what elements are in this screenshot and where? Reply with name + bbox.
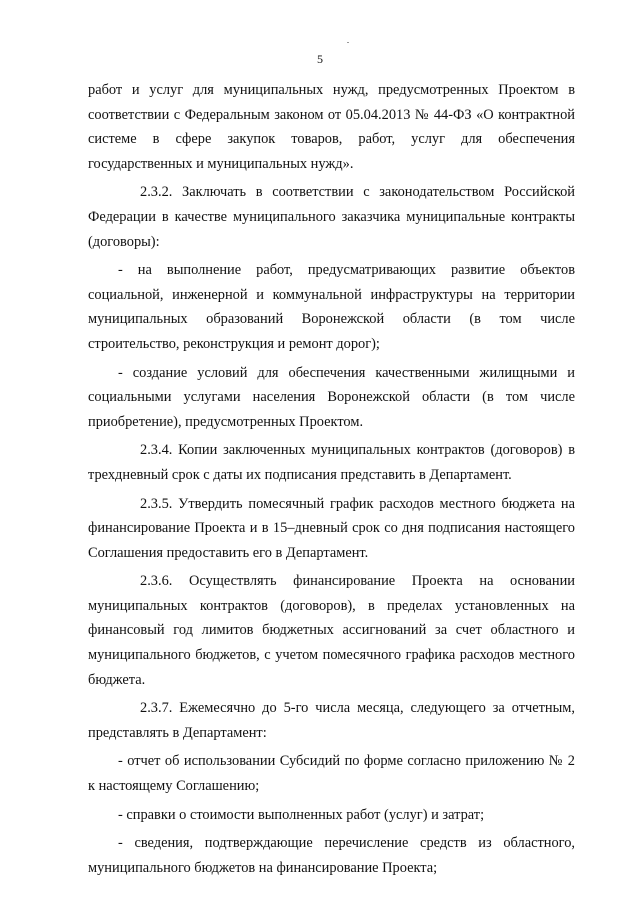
list-item-housing-conditions: - создание условий для обеспечения качественными жилищными и социальными услугами населения Воронежской области (в том числе приобретение), предусмотренных Проектом. <box>88 364 575 430</box>
list-item-cost-certificates: - справки о стоимости выполненных работ (услуг) и затрат; <box>118 806 485 823</box>
clause-2-3-2: 2.3.2. Заключать в соответствии с законодательством Российской Федерации в качестве муниципального заказчика муниципальные контракты (договоры): <box>88 184 575 250</box>
clause-2-3-6: 2.3.6. Осуществлять финансирование Проекта на основании муниципальных контрактов (договоров), в пределах установленных на финансовый год лимитов бюджетных ассигнований за счет областного и муниципального бюджетов, с учетом помесячного графика расходов местного бюджета. <box>88 573 575 688</box>
page-number: 5 <box>317 52 323 66</box>
list-item-transfer-confirmation: - сведения, подтверждающие перечисление средств из областного, муниципального бюджетов на финансирование Проекта; <box>88 835 575 876</box>
document-body <box>88 78 575 884</box>
list-item-subsidy-report: - отчет об использовании Субсидий по форме согласно приложению № 2 к настоящему Соглашению; <box>88 753 575 795</box>
scan-speck <box>347 42 349 43</box>
clause-2-3-7: 2.3.7. Ежемесячно до 5-го числа месяца, следующего за отчетным, представлять в Департамент: <box>88 700 575 741</box>
clause-2-3-5: 2.3.5. Утвердить помесячный график расходов местного бюджета на финансирование Проекта и в 15–дневный срок со дня подписания настоящего Соглашения предоставить его в Департамент. <box>88 495 575 561</box>
clause-2-3-4: 2.3.4. Копии заключенных муниципальных контрактов (договоров) в трехдневный срок с даты их подписания представить в Департамент. <box>88 442 575 483</box>
paragraph-continuation: работ и услуг для муниципальных нужд, предусмотренных Проектом в соответствии с Федеральным законом от 05.04.2013 № 44-ФЗ «О контрактной системе в сфере закупок товаров, работ, услуг для обеспечения государственных и муниципальных нужд». <box>88 82 575 172</box>
list-item-works: - на выполнение работ, предусматривающих развитие объектов социальной, инженерной и коммунальной инфраструктуры на территории муниципальных образований Воронежской области (в том числе строительство, реконструкция и ремонт дорог); <box>88 262 575 352</box>
